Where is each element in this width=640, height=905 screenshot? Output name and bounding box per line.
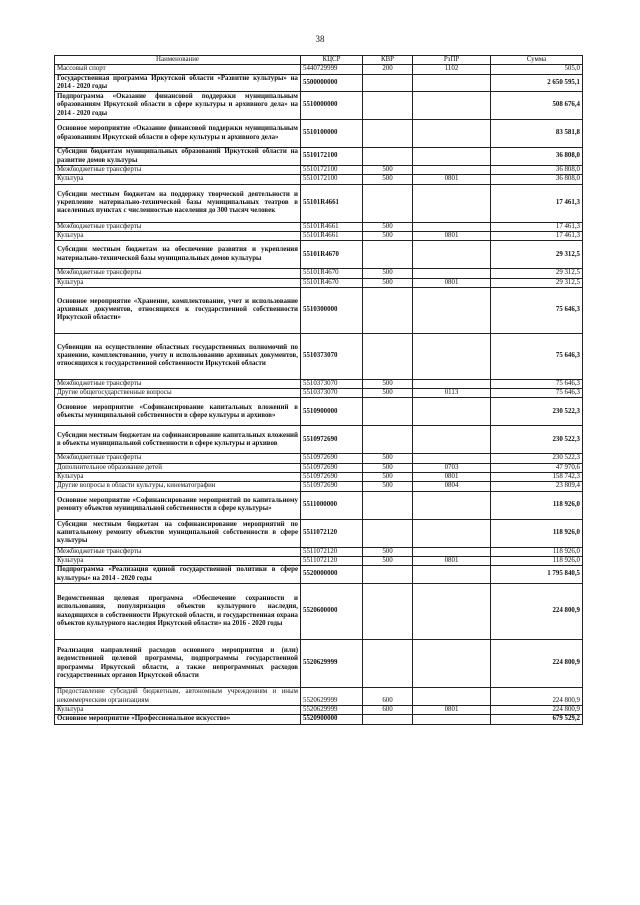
cell-kcsr: 5510972690 xyxy=(301,426,363,454)
table-row xyxy=(55,398,583,426)
cell-name: Подпрограмма «Реализация единой государственной политики в сфере культуры» на 2014 - 2020 годы xyxy=(55,566,301,584)
cell-name: Предоставление субсидий бюджетным, автономным учреждениям и иным некоммерческим организациям xyxy=(55,688,301,706)
cell-rzpr xyxy=(413,92,491,120)
cell-rzpr xyxy=(413,379,491,388)
cell-sum: 118 926,0 xyxy=(491,519,583,547)
cell-sum: 75 646,3 xyxy=(491,333,583,379)
cell-kvr xyxy=(363,333,413,379)
cell-kcsr: 5520900000 xyxy=(301,715,363,724)
cell-sum: 118 926,0 xyxy=(491,556,583,565)
cell-kcsr: 5520629999 xyxy=(301,640,363,688)
table-row xyxy=(55,269,583,278)
cell-kvr: 500 xyxy=(363,556,413,565)
cell-sum: 83 581,8 xyxy=(491,120,583,148)
cell-kvr: 500 xyxy=(363,231,413,240)
table-row xyxy=(55,706,583,715)
cell-name: Культура xyxy=(55,556,301,565)
table-row xyxy=(55,333,583,379)
cell-kcsr: 5510300000 xyxy=(301,287,363,333)
cell-rzpr xyxy=(413,333,491,379)
table-row xyxy=(55,389,583,398)
cell-kcsr: 5510373070 xyxy=(301,389,363,398)
cell-kvr xyxy=(363,120,413,148)
cell-rzpr xyxy=(413,241,491,269)
cell-sum: 47 970,6 xyxy=(491,463,583,472)
cell-sum: 36 808,0 xyxy=(491,175,583,184)
cell-kvr xyxy=(363,519,413,547)
cell-name: Субвенции на осуществление областных государственных полномочий по хранению, комплектованию, учету и использованию архивных документов, относящихся к государственной собственности Иркутской области xyxy=(55,333,301,379)
cell-name: Культура xyxy=(55,472,301,481)
cell-sum: 224 800,9 xyxy=(491,640,583,688)
table-row xyxy=(55,120,583,148)
cell-kvr xyxy=(363,584,413,640)
cell-rzpr xyxy=(413,566,491,584)
cell-rzpr: 0801 xyxy=(413,556,491,565)
cell-sum: 23 809,4 xyxy=(491,482,583,491)
cell-rzpr xyxy=(413,426,491,454)
cell-name: Государственная программа Иркутской области «Развитие культуры» на 2014 - 2020 годы xyxy=(55,74,301,92)
cell-kvr xyxy=(363,92,413,120)
cell-rzpr: 0801 xyxy=(413,706,491,715)
cell-name: Дополнительное образование детей xyxy=(55,463,301,472)
cell-kcsr: 5510972690 xyxy=(301,463,363,472)
cell-rzpr: 0801 xyxy=(413,278,491,287)
cell-kvr: 200 xyxy=(363,65,413,74)
cell-sum: 230 522,3 xyxy=(491,426,583,454)
page-number: 38 xyxy=(315,34,325,44)
cell-name: Основное мероприятие «Софинансирование капитальных вложений в объекты муниципальной собственности в сфере культуры и архивов» xyxy=(55,398,301,426)
table-row xyxy=(55,287,583,333)
table-row xyxy=(55,566,583,584)
cell-kvr: 500 xyxy=(363,482,413,491)
cell-kvr: 500 xyxy=(363,278,413,287)
cell-kvr: 500 xyxy=(363,269,413,278)
cell-kvr xyxy=(363,715,413,724)
cell-kcsr: 5510172100 xyxy=(301,175,363,184)
cell-sum: 118 926,0 xyxy=(491,547,583,556)
cell-kcsr: 5510900000 xyxy=(301,398,363,426)
cell-name: Культура xyxy=(55,175,301,184)
cell-name: Межбюджетные трансферты xyxy=(55,269,301,278)
cell-sum: 505,0 xyxy=(491,65,583,74)
cell-rzpr xyxy=(413,584,491,640)
cell-kcsr: 5510172100 xyxy=(301,166,363,175)
cell-kvr: 500 xyxy=(363,222,413,231)
table-row xyxy=(55,715,583,724)
cell-rzpr xyxy=(413,398,491,426)
cell-sum: 29 312,5 xyxy=(491,269,583,278)
cell-name: Другие вопросы в области культуры, кинематографии xyxy=(55,482,301,491)
table-row xyxy=(55,92,583,120)
cell-sum: 224 800,9 xyxy=(491,688,583,706)
cell-kvr: 500 xyxy=(363,389,413,398)
cell-kvr: 600 xyxy=(363,706,413,715)
cell-kcsr: 5511072120 xyxy=(301,547,363,556)
table-row xyxy=(55,519,583,547)
cell-sum: 17 461,3 xyxy=(491,231,583,240)
cell-sum: 158 742,3 xyxy=(491,472,583,481)
cell-kcsr: 5520600000 xyxy=(301,584,363,640)
cell-sum: 17 461,3 xyxy=(491,222,583,231)
cell-sum: 75 646,3 xyxy=(491,389,583,398)
cell-kcsr: 5510972690 xyxy=(301,482,363,491)
cell-kcsr: 5510373070 xyxy=(301,333,363,379)
cell-rzpr: 0801 xyxy=(413,472,491,481)
cell-kvr: 500 xyxy=(363,175,413,184)
table-row xyxy=(55,584,583,640)
cell-sum: 508 676,4 xyxy=(491,92,583,120)
table-row xyxy=(55,222,583,231)
cell-name: Основное мероприятие «Оказание финансовой поддержки муниципальным образованиям Иркутской области в сфере культуры и архивного дела» xyxy=(55,120,301,148)
table-row xyxy=(55,278,583,287)
cell-kcsr: 5511072120 xyxy=(301,519,363,547)
cell-name: Основное мероприятие «Профессиональное искусство» xyxy=(55,715,301,724)
cell-name: Межбюджетные трансферты xyxy=(55,222,301,231)
budget-table xyxy=(54,55,583,725)
table-row xyxy=(55,640,583,688)
cell-kvr xyxy=(363,74,413,92)
table-row xyxy=(55,426,583,454)
header-sum: Сумма xyxy=(491,56,583,65)
cell-rzpr xyxy=(413,287,491,333)
cell-name: Субсидии местным бюджетам на обеспечение развития и укрепления материально-технической базы муниципальных домов культуры xyxy=(55,241,301,269)
cell-rzpr: 0703 xyxy=(413,463,491,472)
cell-name: Субсидии местным бюджетам на софинансирование капитальных вложений в объекты муниципальной собственности в сфере культуры и архивов xyxy=(55,426,301,454)
table-row xyxy=(55,148,583,166)
table-row xyxy=(55,463,583,472)
table-row xyxy=(55,472,583,481)
cell-kcsr: 55101R4661 xyxy=(301,231,363,240)
cell-sum: 75 646,3 xyxy=(491,287,583,333)
table-row xyxy=(55,688,583,706)
cell-name: Межбюджетные трансферты xyxy=(55,166,301,175)
cell-name: Другие общегосударственные вопросы xyxy=(55,389,301,398)
table-header-row xyxy=(55,56,583,65)
cell-rzpr xyxy=(413,166,491,175)
table-row xyxy=(55,482,583,491)
cell-name: Межбюджетные трансферты xyxy=(55,547,301,556)
cell-rzpr: 0804 xyxy=(413,482,491,491)
table-row xyxy=(55,556,583,565)
header-kcsr: КЦСР xyxy=(301,56,363,65)
cell-name: Межбюджетные трансферты xyxy=(55,454,301,463)
cell-kvr: 500 xyxy=(363,472,413,481)
cell-sum: 36 808,0 xyxy=(491,148,583,166)
cell-name: Реализация направлений расходов основного мероприятия и (или) ведомственной целевой программы, подпрограммы государственной программы Иркутской области, а также непрограммных расходов государственных органов Иркутской области xyxy=(55,640,301,688)
cell-sum: 679 529,2 xyxy=(491,715,583,724)
cell-kvr xyxy=(363,241,413,269)
cell-rzpr xyxy=(413,640,491,688)
cell-rzpr: 0801 xyxy=(413,175,491,184)
cell-name: Массовый спорт xyxy=(55,65,301,74)
cell-kcsr: 5520000000 xyxy=(301,566,363,584)
table-row xyxy=(55,65,583,74)
cell-sum: 36 808,0 xyxy=(491,166,583,175)
cell-kcsr: 5510373070 xyxy=(301,379,363,388)
cell-rzpr xyxy=(413,454,491,463)
header-kvr: КВР xyxy=(363,56,413,65)
table-row xyxy=(55,166,583,175)
cell-rzpr xyxy=(413,688,491,706)
cell-kcsr: 5500000000 xyxy=(301,74,363,92)
cell-sum: 29 312,5 xyxy=(491,278,583,287)
cell-kcsr: 5510172100 xyxy=(301,148,363,166)
cell-name: Подпрограмма «Оказание финансовой поддержки муниципальным образованиям Иркутской области в сфере культуры и архивного дела» на 2014 - 2020 годы xyxy=(55,92,301,120)
cell-sum: 224 800,9 xyxy=(491,584,583,640)
cell-rzpr: 1102 xyxy=(413,65,491,74)
cell-sum: 230 522,3 xyxy=(491,398,583,426)
cell-sum: 118 926,0 xyxy=(491,491,583,519)
table-row xyxy=(55,241,583,269)
cell-kcsr: 5440729999 xyxy=(301,65,363,74)
table-row xyxy=(55,547,583,556)
cell-name: Субсидии бюджетам муниципальных образований Иркутской области на развитие домов культуры xyxy=(55,148,301,166)
cell-kvr xyxy=(363,640,413,688)
cell-sum: 17 461,3 xyxy=(491,184,583,222)
cell-kcsr: 55101R4661 xyxy=(301,222,363,231)
cell-kcsr: 55101R4670 xyxy=(301,278,363,287)
cell-kcsr: 55101R4661 xyxy=(301,184,363,222)
header-rzpr: РзПР xyxy=(413,56,491,65)
cell-kcsr: 55101R4670 xyxy=(301,269,363,278)
cell-kvr xyxy=(363,287,413,333)
cell-kvr: 500 xyxy=(363,454,413,463)
cell-name: Основное мероприятие «Хранение, комплектование, учет и использование архивных документов, относящихся к государственной собственности Иркутской области» xyxy=(55,287,301,333)
table-row xyxy=(55,175,583,184)
cell-rzpr: 0801 xyxy=(413,231,491,240)
cell-kvr: 500 xyxy=(363,379,413,388)
header-name: Наименование xyxy=(55,56,301,65)
cell-rzpr xyxy=(413,148,491,166)
cell-kcsr: 5510972690 xyxy=(301,472,363,481)
cell-kcsr: 5520629999 xyxy=(301,688,363,706)
cell-name: Ведомственная целевая программа «Обеспечение сохранности и использования, популяризация объектов культурного наследия, находящихся в собственности Иркутской области, и государственная охрана объектов культурного наследия Иркутской области» на 2016 - 2020 годы xyxy=(55,584,301,640)
cell-rzpr xyxy=(413,120,491,148)
cell-name: Субсидии местным бюджетам на поддержку творческой деятельности и укрепление материально-технической базы муниципальных театров в населенных пунктах с численностью населения до 300 тысяч человек xyxy=(55,184,301,222)
table-row xyxy=(55,454,583,463)
table-row xyxy=(55,231,583,240)
cell-kcsr: 5511000000 xyxy=(301,491,363,519)
cell-rzpr xyxy=(413,519,491,547)
cell-rzpr xyxy=(413,715,491,724)
cell-rzpr xyxy=(413,184,491,222)
cell-name: Основное мероприятие «Софинансирование мероприятий по капитальному ремонту объектов муниципальной собственности в сфере культуры» xyxy=(55,491,301,519)
cell-kvr: 500 xyxy=(363,166,413,175)
table-row xyxy=(55,74,583,92)
cell-name: Культура xyxy=(55,278,301,287)
cell-rzpr xyxy=(413,269,491,278)
cell-rzpr: 0113 xyxy=(413,389,491,398)
cell-kvr xyxy=(363,398,413,426)
cell-sum: 2 650 595,1 xyxy=(491,74,583,92)
cell-kvr xyxy=(363,184,413,222)
table-row xyxy=(55,491,583,519)
cell-kvr: 500 xyxy=(363,547,413,556)
cell-kcsr: 5510972690 xyxy=(301,454,363,463)
cell-kvr xyxy=(363,148,413,166)
cell-rzpr xyxy=(413,491,491,519)
cell-kvr xyxy=(363,491,413,519)
cell-rzpr xyxy=(413,547,491,556)
table-row xyxy=(55,184,583,222)
cell-rzpr xyxy=(413,74,491,92)
cell-kcsr: 5510000000 xyxy=(301,92,363,120)
cell-sum: 29 312,5 xyxy=(491,241,583,269)
cell-kvr: 500 xyxy=(363,463,413,472)
cell-name: Культура xyxy=(55,706,301,715)
table-body xyxy=(55,65,583,724)
cell-kvr xyxy=(363,566,413,584)
table-row xyxy=(55,379,583,388)
cell-sum: 230 522,3 xyxy=(491,454,583,463)
cell-name: Культура xyxy=(55,231,301,240)
cell-rzpr xyxy=(413,222,491,231)
cell-kcsr: 5511072120 xyxy=(301,556,363,565)
cell-name: Субсидии местным бюджетам на софинансирование мероприятий по капитальному ремонту объектов муниципальной собственности в сфере культуры xyxy=(55,519,301,547)
cell-sum: 224 800,9 xyxy=(491,706,583,715)
cell-kcsr: 5520629999 xyxy=(301,706,363,715)
cell-sum: 75 646,3 xyxy=(491,379,583,388)
cell-sum: 1 795 840,5 xyxy=(491,566,583,584)
cell-kvr: 600 xyxy=(363,688,413,706)
cell-kcsr: 55101R4670 xyxy=(301,241,363,269)
cell-name: Межбюджетные трансферты xyxy=(55,379,301,388)
cell-kcsr: 5510100000 xyxy=(301,120,363,148)
cell-kvr xyxy=(363,426,413,454)
